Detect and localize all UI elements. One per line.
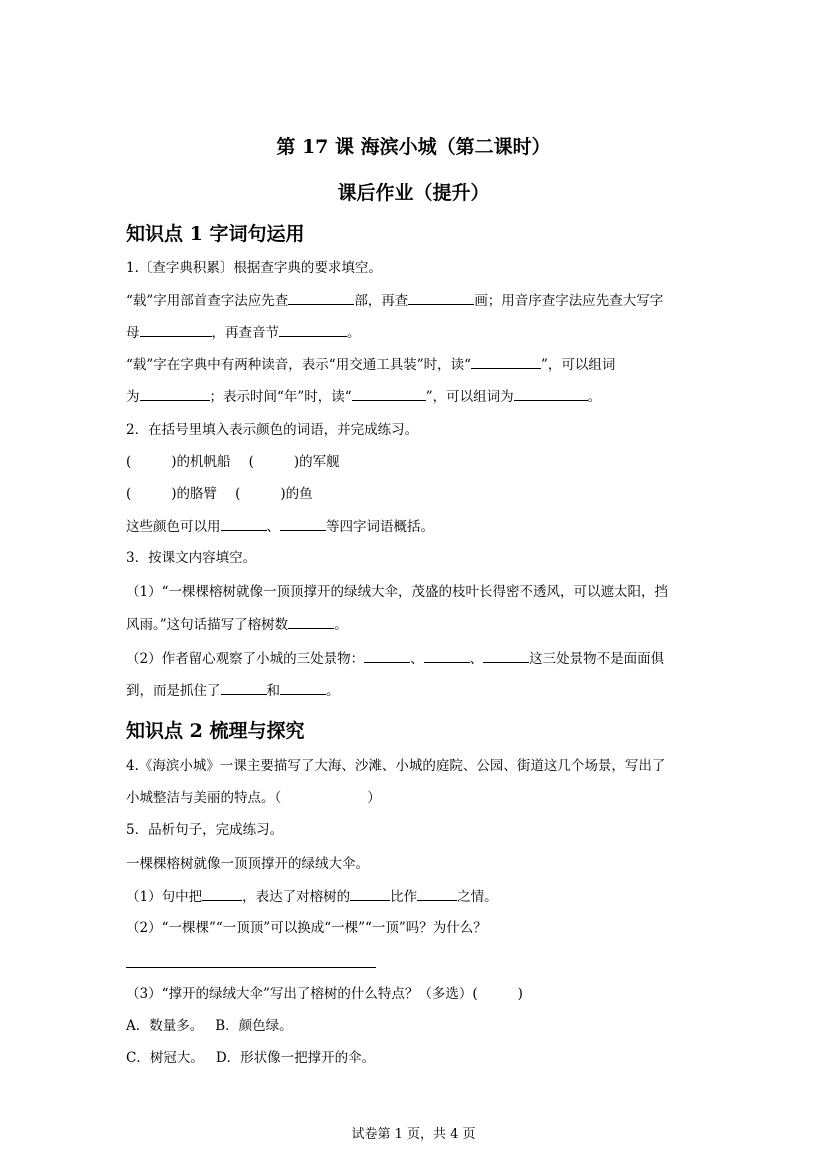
question-1-line-2: 母 ，再查音节 。: [126, 322, 361, 343]
page-title: 第 17 课 海滨小城（第二课时）: [276, 136, 551, 158]
option-b: B．颜色绿。: [215, 1018, 293, 1034]
question-5-part-3: （3）“撑开的绿绒大伞”写出了榕树的什么特点？（多选）( ): [126, 986, 523, 1002]
answer-blank[interactable]: [483, 648, 529, 663]
section-heading-1: 知识点 1 字词句运用: [126, 223, 305, 245]
question-4-line-2: 小城整洁与美丽的特点。（ ）: [126, 790, 381, 806]
question-3-part-2-line-1: （2）作者留心观察了小城的三处景物： 、 、 这三处景物不是面面俱: [126, 648, 664, 669]
option-d: D．形状像一把撑开的伞。: [215, 1050, 376, 1066]
question-3-part-1-line-1: （1）“一棵棵榕树就像一顶顶撑开的绿绒大伞，茂盛的枝叶长得密不透风，可以遮太阳，挡: [126, 584, 668, 600]
question-4-line-1: 4.《海滨小城》一课主要描写了大海、沙滩、小城的庭院、公园、街道这几个场景，写出了: [126, 758, 666, 774]
answer-blank[interactable]: [221, 680, 267, 695]
answer-blank[interactable]: [408, 290, 474, 305]
option-c: C．树冠大。: [126, 1050, 204, 1066]
answer-blank[interactable]: [288, 614, 334, 629]
question-1-line-4: 为 ；表示时间“年”时，读“ ”，可以组词为 。: [126, 386, 601, 407]
section-heading-2: 知识点 2 梳理与探究: [126, 720, 305, 742]
answer-blank[interactable]: [424, 648, 470, 663]
answer-blank[interactable]: [140, 386, 210, 401]
option-row-2: [126, 1048, 375, 1068]
answer-line[interactable]: [126, 967, 376, 968]
page-subtitle: 课后作业（提升）: [337, 182, 490, 204]
answer-blank[interactable]: [288, 290, 354, 305]
question-5-part-1: （1）句中把 ，表达了对榕树的 比作 之情。: [126, 886, 498, 907]
page-footer: 试卷第 1 页，共 4 页: [351, 1127, 476, 1142]
answer-blank[interactable]: [280, 516, 326, 531]
question-3-part-2-line-2: 到，而是抓住了 和 。: [126, 680, 340, 701]
question-5-stem: 5．品析句子，完成练习。: [126, 822, 284, 838]
answer-blank[interactable]: [352, 386, 426, 401]
answer-blank[interactable]: [280, 680, 326, 695]
question-3-part-1-line-2: 风雨。”这句话描写了榕树数 。: [126, 614, 348, 635]
answer-blank[interactable]: [471, 354, 541, 369]
answer-blank[interactable]: [514, 386, 588, 401]
question-5-part-2: （2）“一棵棵”“一顶顶”可以换成“一棵”“一顶”吗？为什么？: [126, 920, 487, 936]
answer-blank[interactable]: [202, 886, 242, 901]
question-1-line-3: “载”字在字典中有两种读音，表示“用交通工具装”时，读“ ”，可以组词: [126, 354, 615, 375]
answer-blank[interactable]: [350, 886, 390, 901]
question-2-row-1: ( )的机帆船 ( )的军舰: [126, 454, 340, 470]
option-row-1: [126, 1016, 293, 1036]
question-1-line-1: “载”字用部首查字法应先查 部，再查 画；用音序查字法应先查大写字: [126, 290, 663, 311]
question-3-stem: 3．按课文内容填空。: [126, 550, 257, 566]
answer-blank[interactable]: [364, 648, 410, 663]
question-2-stem: 2．在括号里填入表示颜色的词语，并完成练习。: [126, 422, 419, 438]
answer-blank[interactable]: [279, 322, 347, 337]
answer-blank[interactable]: [417, 886, 457, 901]
question-5-sentence: 一棵棵榕树就像一顶顶撑开的绿绒大伞。: [126, 856, 369, 872]
answer-blank[interactable]: [221, 516, 267, 531]
option-a: A．数量多。: [126, 1018, 204, 1034]
question-1-stem: 1.〔查字典积累〕根据查字典的要求填空。: [126, 260, 382, 276]
question-2-row-2: ( )的胳臂 ( )的鱼: [126, 486, 313, 502]
answer-blank[interactable]: [140, 322, 212, 337]
question-2-summary: 这些颜色可以用 、 等四字词语概括。: [126, 516, 434, 537]
